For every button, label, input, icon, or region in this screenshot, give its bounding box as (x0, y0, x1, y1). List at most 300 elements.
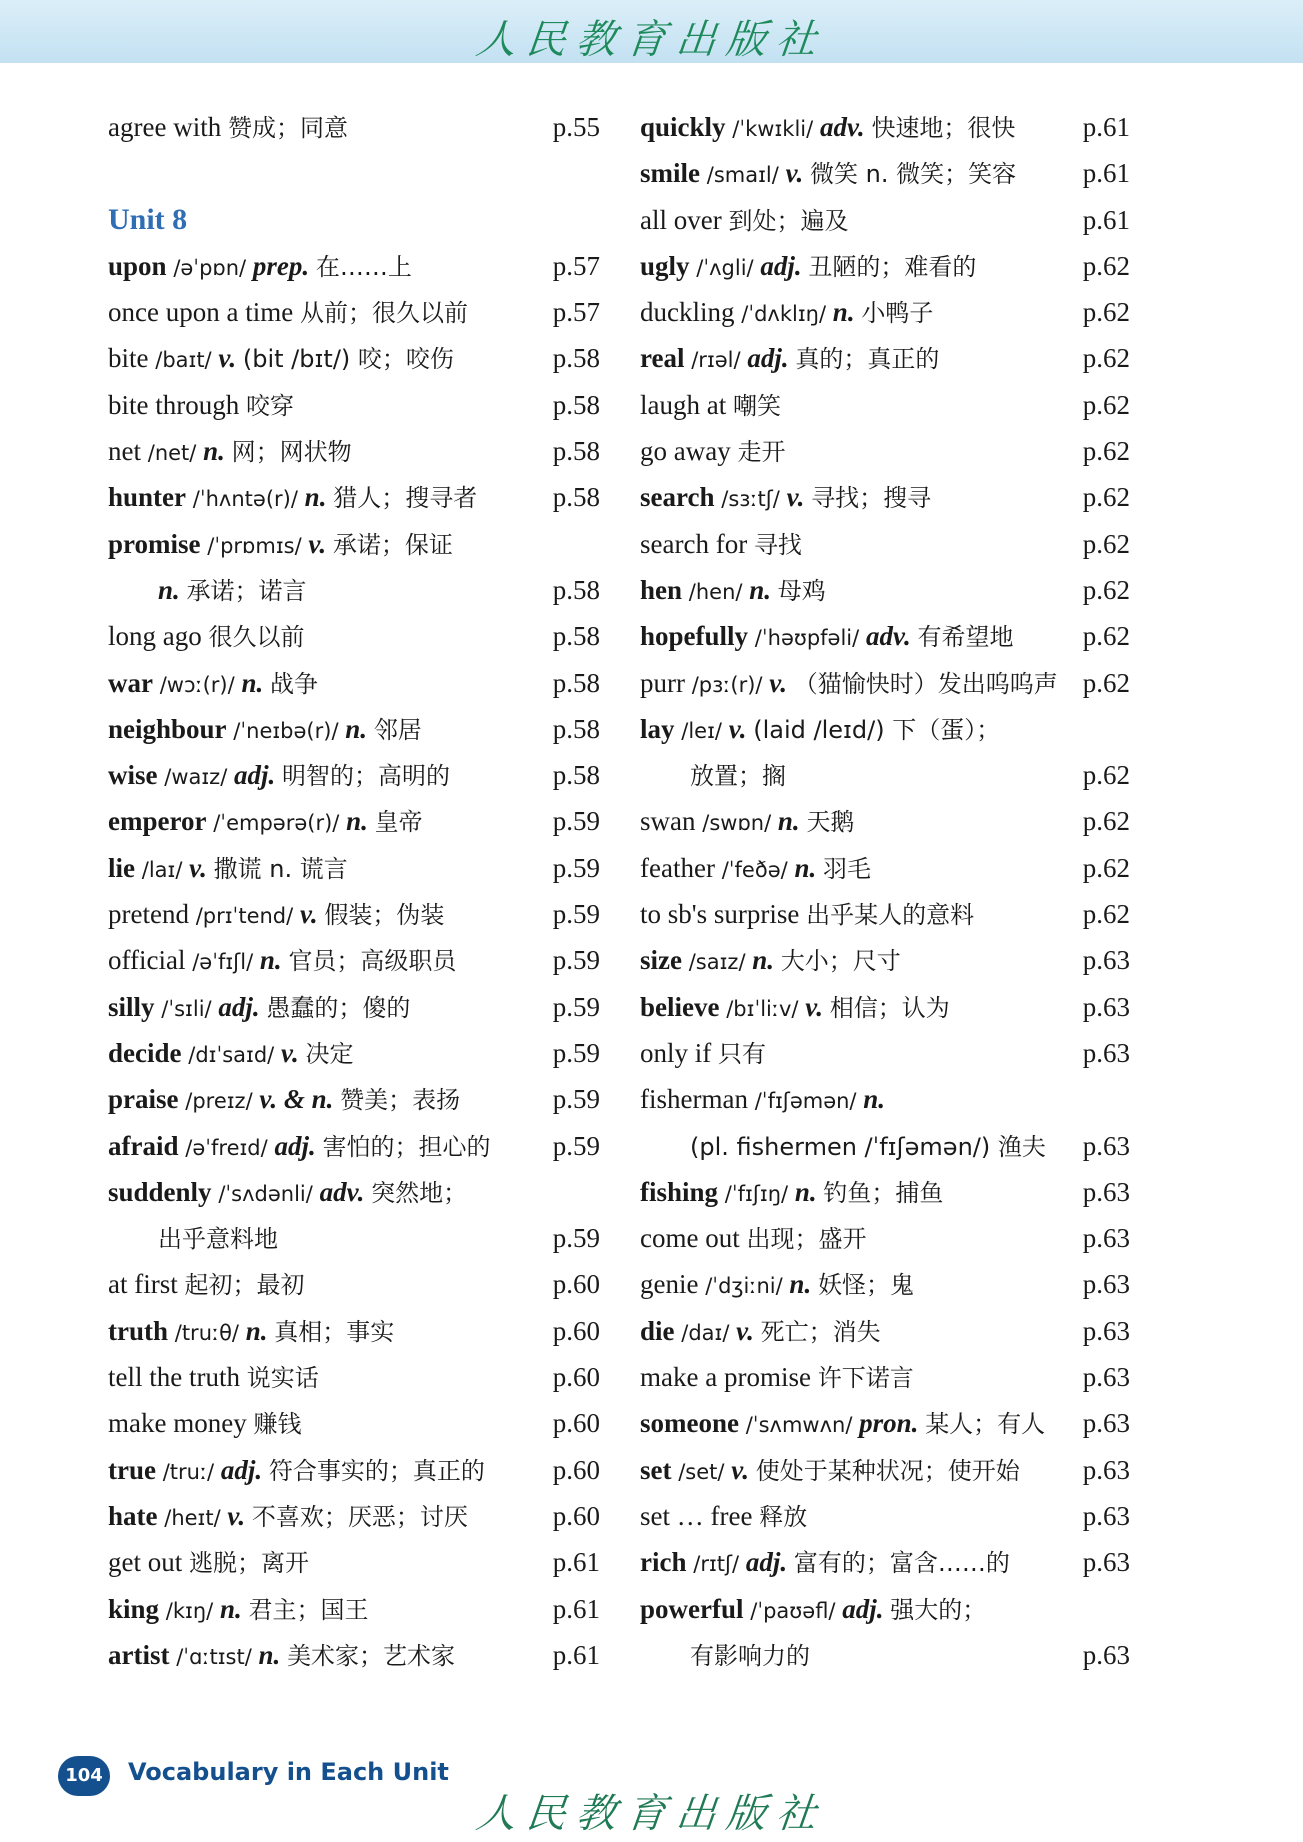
vocab-entry (640, 1354, 1130, 1400)
vocab-entry (640, 1076, 1130, 1122)
vocab-entry-continuation (640, 1123, 1130, 1169)
vocab-entry (108, 1169, 600, 1215)
part-of-speech: v. (299, 899, 318, 930)
headword: feather (640, 852, 715, 883)
part-of-speech: n. (794, 852, 817, 883)
definition: 微笑 n. 微笑；笑容 (810, 160, 1017, 189)
definition: 官员；高级职员 (288, 947, 457, 976)
page-ref: p.63 (1082, 1408, 1130, 1439)
headword: bite through (108, 389, 240, 420)
headword: king (108, 1593, 160, 1624)
pronunciation: /prɪˈtend/ (195, 904, 294, 929)
headword: decide (108, 1037, 182, 1068)
definition: 赞美；表扬 (340, 1086, 461, 1115)
vocab-entry-continuation (108, 1215, 600, 1261)
part-of-speech: v. (805, 991, 823, 1022)
page-ref: p.61 (1082, 204, 1130, 235)
vocab-column-right (640, 104, 1130, 1678)
vocab-entry (640, 567, 1130, 613)
pronunciation: /heɪt/ (164, 1505, 221, 1530)
headword: hate (108, 1500, 158, 1531)
definition: 羽毛 (822, 854, 871, 883)
definition: 相信；认为 (829, 993, 950, 1022)
page-ref: p.59 (552, 1037, 600, 1068)
part-of-speech: n. (863, 1084, 886, 1115)
headword: only if (640, 1037, 712, 1068)
part-of-speech: v. (785, 158, 804, 189)
part-of-speech: n. (203, 436, 225, 467)
vocab-entry (640, 660, 1130, 706)
headword: all over (640, 204, 722, 235)
part-of-speech: n. (832, 297, 855, 328)
headword: set (640, 1454, 672, 1485)
pronunciation: /saɪz/ (688, 950, 746, 975)
definition: 战争 (269, 669, 318, 698)
page-ref: p.62 (1082, 806, 1130, 837)
vocab-entry (640, 984, 1130, 1030)
vocab-entry (108, 382, 600, 428)
page-ref: p.59 (552, 991, 600, 1022)
headword: promise (108, 528, 201, 559)
vocab-entry (640, 845, 1130, 891)
page-ref: p.63 (1082, 1176, 1130, 1207)
definition: 猎人；搜寻者 (333, 484, 478, 513)
part-of-speech: v. (189, 852, 207, 883)
definition: 符合事实的；真正的 (268, 1456, 485, 1485)
part-of-speech: adj. (218, 991, 260, 1022)
pronunciation: /daɪ/ (681, 1320, 730, 1345)
vocab-entry (108, 1261, 600, 1307)
page-ref: p.61 (552, 1639, 600, 1670)
pronunciation: /truːθ/ (174, 1320, 240, 1345)
page-ref: p.58 (552, 621, 600, 652)
vocab-entry (640, 1030, 1130, 1076)
page-ref: p.60 (552, 1408, 600, 1439)
pronunciation: /net/ (147, 441, 197, 466)
vocab-entry (640, 937, 1130, 983)
pronunciation: /laɪ/ (141, 857, 183, 882)
part-of-speech: v. (731, 1454, 749, 1485)
definition: 到处；遍及 (728, 206, 849, 235)
definition: (bit /bɪt/) 咬；咬伤 (242, 345, 454, 374)
definition: 不喜欢；厌恶；讨厌 (251, 1502, 468, 1531)
vocab-entry (108, 984, 600, 1030)
definition: 咬穿 (245, 391, 294, 420)
pronunciation: /əˈfɪʃl/ (192, 950, 254, 975)
part-of-speech: n. (794, 1176, 817, 1207)
definition: 赚钱 (253, 1410, 302, 1439)
page-ref: p.57 (552, 250, 600, 281)
part-of-speech: pron. (859, 1408, 919, 1439)
page-ref: p.62 (1082, 667, 1130, 698)
definition: 在……上 (315, 252, 412, 281)
pronunciation: /ˈdʌklɪŋ/ (741, 302, 827, 327)
page-ref: p.59 (552, 945, 600, 976)
definition: 快速地；很快 (871, 114, 1016, 142)
part-of-speech: v. (736, 1315, 754, 1346)
page-ref: p.63 (1082, 1547, 1130, 1578)
definition: 承诺；诺言 (186, 576, 307, 605)
page-ref: p.62 (1082, 343, 1130, 374)
vocab-entry (108, 706, 600, 752)
headword: search for (640, 528, 748, 559)
headword: suddenly (108, 1176, 212, 1207)
page-ref: p.59 (552, 1223, 600, 1254)
page-ref: p.62 (1082, 436, 1130, 467)
headword: war (108, 667, 153, 698)
vocab-entry (640, 706, 1130, 752)
vocab-entry (108, 1030, 600, 1076)
definition: 突然地； (371, 1178, 468, 1207)
page-ref: p.63 (1082, 1130, 1130, 1161)
headword: truth (108, 1315, 168, 1346)
pronunciation: /ˈhəʊpfəli/ (754, 626, 860, 651)
headword: lie (108, 852, 135, 883)
page-ref: p.61 (552, 1593, 600, 1624)
page-ref: p.60 (552, 1362, 600, 1393)
vocab-entry (108, 1539, 600, 1585)
definition: 只有 (718, 1039, 766, 1068)
page-ref: p.62 (1082, 389, 1130, 420)
page-ref: p.59 (552, 899, 600, 930)
page-ref: p.62 (1082, 574, 1130, 605)
page-ref: p.58 (552, 574, 600, 605)
definition: 说实话 (246, 1364, 319, 1393)
vocab-entry (640, 335, 1130, 381)
definition: 寻找；搜寻 (811, 484, 932, 513)
vocab-entry (108, 289, 600, 335)
vocab-entry-continuation (108, 567, 600, 613)
definition: 有影响力的 (690, 1641, 810, 1670)
page-ref: p.63 (1082, 991, 1130, 1022)
vocab-entry (108, 243, 600, 289)
vocab-entry (640, 1447, 1130, 1493)
definition: 网；网状物 (231, 438, 352, 467)
headword: set … free (640, 1500, 753, 1531)
definition: （猫愉快时）发出呜呜声 (793, 669, 1058, 698)
part-of-speech: n. (777, 806, 800, 837)
definition: 从前；很久以前 (299, 299, 468, 328)
part-of-speech: adv. (819, 112, 865, 142)
page-ref: p.62 (1082, 899, 1130, 930)
headword: go away (640, 436, 731, 467)
page-ref: p.63 (1082, 1362, 1130, 1393)
headword: purr (640, 667, 685, 698)
definition: 出乎某人的意料 (806, 901, 975, 930)
headword: official (108, 945, 186, 976)
vocab-entry (640, 1169, 1130, 1215)
definition: 愚蠢的；傻的 (266, 993, 411, 1022)
page-ref: p.62 (1082, 297, 1130, 328)
pronunciation: /ˈfɪʃɪŋ/ (724, 1181, 789, 1206)
page-ref: p.58 (552, 760, 600, 791)
pronunciation: /rɪtʃ/ (693, 1552, 740, 1577)
vocab-entry (108, 104, 600, 150)
headword: hen (640, 574, 683, 605)
part-of-speech: adj. (842, 1593, 884, 1624)
pronunciation: /ˈneɪbə(r)/ (233, 718, 339, 743)
definition: 许下诺言 (817, 1364, 914, 1393)
part-of-speech: n. (219, 1593, 242, 1624)
pronunciation: /ˈfɪʃəmən/ (754, 1089, 857, 1114)
page-ref: p.58 (552, 482, 600, 513)
definition: 放置；搁 (690, 762, 786, 791)
page-ref: p.63 (1082, 945, 1130, 976)
pronunciation: /ˈɑːtɪst/ (176, 1644, 252, 1669)
page-ref: p.63 (1082, 1223, 1130, 1254)
vocab-entry (108, 937, 600, 983)
definition: (pl. fishermen /ˈfɪʃəmən/) 渔夫 (690, 1132, 1046, 1161)
headword: believe (640, 991, 720, 1022)
definition: 小鸭子 (861, 299, 934, 328)
part-of-speech: n. (304, 482, 327, 513)
pronunciation: /preɪz/ (185, 1089, 253, 1114)
definition: 美术家；艺术家 (287, 1641, 456, 1670)
headword: rich (640, 1547, 687, 1578)
page-ref: p.59 (552, 852, 600, 883)
vocab-entry (640, 243, 1130, 289)
page-ref: p.61 (552, 1547, 600, 1578)
vocab-entry (108, 335, 600, 381)
headword: search (640, 482, 715, 513)
vocab-entry (108, 752, 600, 798)
definition: 真的；真正的 (795, 345, 940, 374)
vocab-entry (108, 613, 600, 659)
part-of-speech: v. (218, 343, 237, 374)
vocab-entry (108, 428, 600, 474)
headword: tell the truth (108, 1362, 240, 1393)
part-of-speech: v. (308, 528, 327, 559)
definition: 妖怪；鬼 (817, 1271, 914, 1300)
vocab-entry (640, 1261, 1130, 1307)
vocab-entry (108, 1123, 600, 1169)
definition: 出乎意料地 (158, 1225, 278, 1254)
page-ref: p.62 (1082, 250, 1130, 281)
pronunciation: /wɔː(r)/ (159, 672, 235, 697)
vocab-entry (640, 1539, 1130, 1585)
vocab-entry (108, 1308, 600, 1354)
headword: once upon a time (108, 297, 294, 328)
headword: get out (108, 1547, 183, 1578)
pronunciation: /hen/ (688, 579, 743, 604)
headword: die (640, 1315, 675, 1346)
vocab-entry (108, 845, 600, 891)
vocab-entry (640, 289, 1130, 335)
definition: 很久以前 (208, 623, 305, 652)
page-ref: p.57 (552, 297, 600, 328)
pronunciation: /ˈempərə(r)/ (213, 811, 340, 836)
pronunciation: /bɪˈliːv/ (726, 996, 799, 1021)
page-ref: p.60 (552, 1269, 600, 1300)
headword: pretend (108, 899, 189, 930)
headword: make money (108, 1408, 247, 1439)
page-ref: p.58 (552, 343, 600, 374)
pronunciation: /ˈkwɪkli/ (732, 117, 814, 141)
vocab-entry (640, 1308, 1130, 1354)
headword: hunter (108, 482, 187, 513)
definition: 寻找 (753, 530, 802, 559)
vocab-column-left (108, 104, 600, 1678)
page-ref: p.63 (1082, 1269, 1130, 1300)
vocab-entry (640, 1215, 1130, 1261)
definition: 大小；尺寸 (780, 947, 901, 976)
definition: 富有的；富含……的 (793, 1549, 1010, 1578)
pronunciation: /sɜːtʃ/ (721, 487, 780, 512)
part-of-speech: v. (728, 713, 747, 744)
headword: fishing (640, 1176, 719, 1207)
part-of-speech: n. (245, 1315, 268, 1346)
headword: wise (108, 760, 158, 791)
part-of-speech: adv. (319, 1176, 365, 1207)
page-ref: p.63 (1082, 1639, 1130, 1670)
unit-heading: Unit 8 (108, 202, 188, 236)
page-ref: p.58 (552, 667, 600, 698)
headword: bite (108, 343, 149, 374)
definition: 皇帝 (374, 808, 423, 837)
page-ref: p.60 (552, 1454, 600, 1485)
headword: laugh at (640, 389, 727, 420)
part-of-speech: n. (345, 713, 368, 744)
spacer (108, 150, 600, 196)
definition: 死亡；消失 (760, 1317, 881, 1346)
headword: neighbour (108, 713, 227, 744)
page-ref: p.63 (1082, 1315, 1130, 1346)
part-of-speech: n. (259, 945, 282, 976)
vocab-entry (640, 197, 1130, 243)
vocab-entry-continuation (640, 1632, 1130, 1678)
page-ref: p.63 (1082, 1500, 1130, 1531)
vocab-entry (640, 521, 1130, 567)
vocab-entry (108, 1586, 600, 1632)
part-of-speech: v. (786, 482, 805, 513)
definition: 强大的； (890, 1595, 987, 1624)
headword: hopefully (640, 621, 749, 652)
vocab-entry (640, 382, 1130, 428)
pronunciation: /pɜː(r)/ (691, 672, 763, 697)
definition: 害怕的；担心的 (322, 1132, 491, 1161)
page-ref: p.63 (1082, 1037, 1130, 1068)
headword: net (108, 436, 141, 467)
definition: 释放 (759, 1502, 808, 1531)
part-of-speech: v. (227, 1500, 246, 1531)
vocab-entry (108, 798, 600, 844)
pronunciation: /ˈdʒiːni/ (705, 1274, 783, 1299)
page-ref: p.62 (1082, 852, 1130, 883)
vocab-entry (640, 891, 1130, 937)
pronunciation: /ˈsʌmwʌn/ (745, 1413, 853, 1438)
definition: 起初；最初 (184, 1271, 305, 1300)
part-of-speech: v. & n. (259, 1084, 334, 1115)
vocab-entry (640, 613, 1130, 659)
pronunciation: /rɪəl/ (691, 348, 741, 373)
headword: agree with (108, 112, 222, 142)
part-of-speech: n. (749, 574, 772, 605)
headword: silly (108, 991, 155, 1022)
pronunciation: /ˈsɪli/ (161, 996, 212, 1021)
headword: ugly (640, 250, 690, 281)
definition: 母鸡 (777, 576, 826, 605)
pronunciation: /kɪŋ/ (165, 1598, 214, 1623)
vocab-entry (640, 1400, 1130, 1446)
headword: someone (640, 1408, 739, 1439)
pronunciation: /leɪ/ (681, 718, 722, 743)
headword: long ago (108, 621, 202, 652)
vocab-entry (108, 474, 600, 520)
page-ref: p.60 (552, 1315, 600, 1346)
definition: 天鹅 (806, 808, 855, 837)
headword: upon (108, 250, 167, 281)
part-of-speech: prep. (252, 250, 310, 281)
part-of-speech: adj. (760, 250, 802, 281)
vocab-entry (108, 1400, 600, 1446)
page-ref: p.58 (552, 436, 600, 467)
definition: 使处于某种状况；使开始 (755, 1456, 1020, 1485)
pronunciation: /truː/ (162, 1459, 215, 1484)
headword: duckling (640, 297, 735, 328)
pronunciation: /əˈpɒn/ (173, 255, 247, 280)
page-ref: p.62 (1082, 482, 1130, 513)
definition: 出现；盛开 (746, 1225, 867, 1254)
vocab-entry (640, 1586, 1130, 1632)
part-of-speech: n. (241, 667, 264, 698)
vocab-entry (108, 1354, 600, 1400)
page-ref: p.62 (1082, 621, 1130, 652)
vocab-entry (640, 150, 1130, 196)
part-of-speech: n. (258, 1639, 281, 1670)
headword: genie (640, 1269, 699, 1300)
part-of-speech: adj. (234, 760, 276, 791)
part-of-speech: adj. (745, 1547, 788, 1578)
part-of-speech: v. (769, 667, 787, 698)
pronunciation: /ˈsʌdənli/ (218, 1181, 313, 1206)
pronunciation: /ˈprɒmɪs/ (207, 533, 302, 558)
page-ref: p.61 (1082, 112, 1130, 142)
headword: make a promise (640, 1362, 811, 1393)
headword: praise (108, 1084, 179, 1115)
pronunciation: /ˈpaʊəfl/ (750, 1598, 836, 1623)
page-number-badge: 104 (58, 1756, 110, 1796)
definition: 君主；国王 (248, 1595, 369, 1624)
headword: true (108, 1454, 156, 1485)
part-of-speech: n. (789, 1269, 812, 1300)
headword: powerful (640, 1593, 744, 1624)
pronunciation: /ˈfeðə/ (721, 857, 788, 882)
definition: 走开 (737, 438, 786, 467)
definition: 丑陋的；难看的 (808, 252, 977, 281)
pronunciation: /ˈʌgli/ (696, 255, 754, 280)
part-of-speech: n. (158, 574, 180, 605)
vocab-entry (108, 1447, 600, 1493)
vocab-entry (640, 1493, 1130, 1539)
headword: artist (108, 1639, 170, 1670)
pronunciation: /smaɪl/ (706, 163, 779, 188)
vocab-entry (108, 1076, 600, 1122)
definition: 明智的；高明的 (282, 762, 451, 791)
vocab-entry (108, 660, 600, 706)
pronunciation: /swɒn/ (702, 811, 772, 836)
page-ref: p.59 (552, 1084, 600, 1115)
vocab-entry (108, 521, 600, 567)
definition: 假装；伪装 (324, 901, 445, 930)
definition: 有希望地 (917, 623, 1014, 652)
headword: size (640, 945, 682, 976)
definition: 某人；有人 (925, 1410, 1046, 1439)
vocab-entry (108, 891, 600, 937)
page-ref: p.63 (1082, 1454, 1130, 1485)
vocab-entry-continuation (640, 752, 1130, 798)
headword: afraid (108, 1130, 179, 1161)
definition: 赞成；同意 (227, 114, 348, 142)
